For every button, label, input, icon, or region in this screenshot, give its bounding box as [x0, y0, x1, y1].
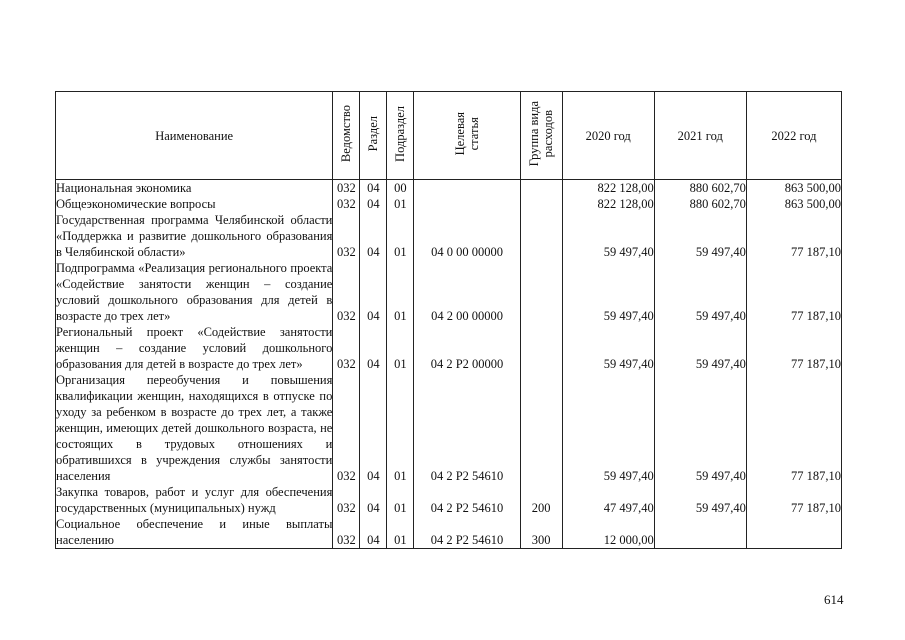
row-target-article [414, 196, 520, 212]
header-name: Наименование [56, 92, 333, 180]
row-name: Национальная экономика [56, 180, 333, 197]
row-value-2022: 863 500,00 [746, 196, 841, 212]
row-name: Закупка товаров, работ и услуг для обеспечения государственных (муниципальных) нужд [56, 485, 333, 515]
row-expense-group [520, 212, 562, 260]
row-name: Общеэкономические вопросы [56, 196, 333, 212]
row-vedomstvo: 032 [333, 324, 360, 372]
row-podrazdel: 01 [387, 324, 414, 372]
row-razdel: 04 [360, 516, 387, 549]
header-target-article: Целевая статья [414, 92, 520, 180]
row-razdel: 04 [360, 180, 387, 197]
row-vedomstvo: 032 [333, 180, 360, 197]
row-vedomstvo: 032 [333, 260, 360, 324]
row-value-2020: 822 128,00 [562, 196, 654, 212]
row-value-2021: 59 497,40 [654, 212, 746, 260]
row-value-2021: 59 497,40 [654, 260, 746, 324]
header-podrazdel: Подраздел [387, 92, 414, 180]
table-body [56, 180, 842, 549]
table-row [56, 372, 842, 484]
row-target-article: 04 0 00 00000 [414, 212, 520, 260]
row-value-2021: 880 602,70 [654, 180, 746, 197]
table-row [56, 484, 842, 516]
row-value-2021: 59 497,40 [654, 324, 746, 372]
row-expense-group [520, 260, 562, 324]
row-value-2020: 59 497,40 [562, 212, 654, 260]
row-expense-group: 200 [520, 484, 562, 516]
row-value-2022: 863 500,00 [746, 180, 841, 197]
row-value-2020: 822 128,00 [562, 180, 654, 197]
row-razdel: 04 [360, 484, 387, 516]
row-value-2020: 12 000,00 [562, 516, 654, 549]
row-value-2022: 77 187,10 [746, 372, 841, 484]
row-podrazdel: 01 [387, 260, 414, 324]
row-vedomstvo: 032 [333, 196, 360, 212]
row-name: Подпрограмма «Реализация регионального проекта «Содействие занятости женщин – создание условий дошкольного образования для детей в возрасте до трех лет» [56, 261, 333, 323]
row-expense-group [520, 372, 562, 484]
header-vedomstvo: Ведомство [333, 92, 360, 180]
header-2021: 2021 год [654, 92, 746, 180]
table-header-row [56, 92, 842, 180]
row-target-article: 04 2 P2 54610 [414, 516, 520, 549]
page-number: 614 [824, 592, 844, 607]
row-expense-group [520, 180, 562, 197]
header-expense-group: Группа вида расходов [520, 92, 562, 180]
row-expense-group: 300 [520, 516, 562, 549]
row-razdel: 04 [360, 212, 387, 260]
row-name: Социальное обеспечение и иные выплаты населению [56, 517, 333, 547]
row-value-2022: 77 187,10 [746, 324, 841, 372]
table-row [56, 212, 842, 260]
row-target-article [414, 180, 520, 197]
row-razdel: 04 [360, 196, 387, 212]
row-value-2021: 59 497,40 [654, 372, 746, 484]
row-value-2020: 59 497,40 [562, 324, 654, 372]
row-podrazdel: 01 [387, 372, 414, 484]
row-vedomstvo: 032 [333, 516, 360, 549]
header-2022: 2022 год [746, 92, 841, 180]
row-podrazdel: 01 [387, 484, 414, 516]
row-value-2022: 77 187,10 [746, 212, 841, 260]
row-vedomstvo: 032 [333, 372, 360, 484]
row-razdel: 04 [360, 260, 387, 324]
row-value-2020: 59 497,40 [562, 372, 654, 484]
row-podrazdel: 01 [387, 516, 414, 549]
table-row [56, 516, 842, 549]
row-value-2021: 880 602,70 [654, 196, 746, 212]
row-value-2020: 59 497,40 [562, 260, 654, 324]
row-target-article: 04 2 00 00000 [414, 260, 520, 324]
table-row [56, 196, 842, 212]
row-value-2021 [654, 516, 746, 549]
header-2020: 2020 год [562, 92, 654, 180]
budget-table [55, 91, 842, 549]
row-value-2022: 77 187,10 [746, 260, 841, 324]
table-row [56, 260, 842, 324]
row-value-2022 [746, 516, 841, 549]
table-row [56, 324, 842, 372]
row-razdel: 04 [360, 372, 387, 484]
row-vedomstvo: 032 [333, 484, 360, 516]
row-target-article: 04 2 P2 54610 [414, 372, 520, 484]
row-value-2020: 47 497,40 [562, 484, 654, 516]
row-expense-group [520, 196, 562, 212]
table-row [56, 180, 842, 197]
row-vedomstvo: 032 [333, 212, 360, 260]
row-podrazdel: 00 [387, 180, 414, 197]
row-value-2022: 77 187,10 [746, 484, 841, 516]
row-value-2021: 59 497,40 [654, 484, 746, 516]
row-target-article: 04 2 P2 54610 [414, 484, 520, 516]
row-expense-group [520, 324, 562, 372]
row-target-article: 04 2 P2 00000 [414, 324, 520, 372]
header-razdel: Раздел [360, 92, 387, 180]
row-razdel: 04 [360, 324, 387, 372]
row-name: Региональный проект «Содействие занятости женщин – создание условий дошкольного образования для детей в возрасте до трех лет» [56, 325, 333, 371]
row-name: Организация переобучения и повышения квалификации женщин, находящихся в отпуске по уходу за ребенком в возрасте до трех лет, а также женщин, имеющих детей дошкольного возраста, не состоящих в трудовых отношениях и обратившихся в учреждения службы занятости населения [56, 373, 333, 483]
row-podrazdel: 01 [387, 196, 414, 212]
row-podrazdel: 01 [387, 212, 414, 260]
row-name: Государственная программа Челябинской области «Поддержка и развитие дошкольного образования в Челябинской области» [56, 213, 333, 259]
